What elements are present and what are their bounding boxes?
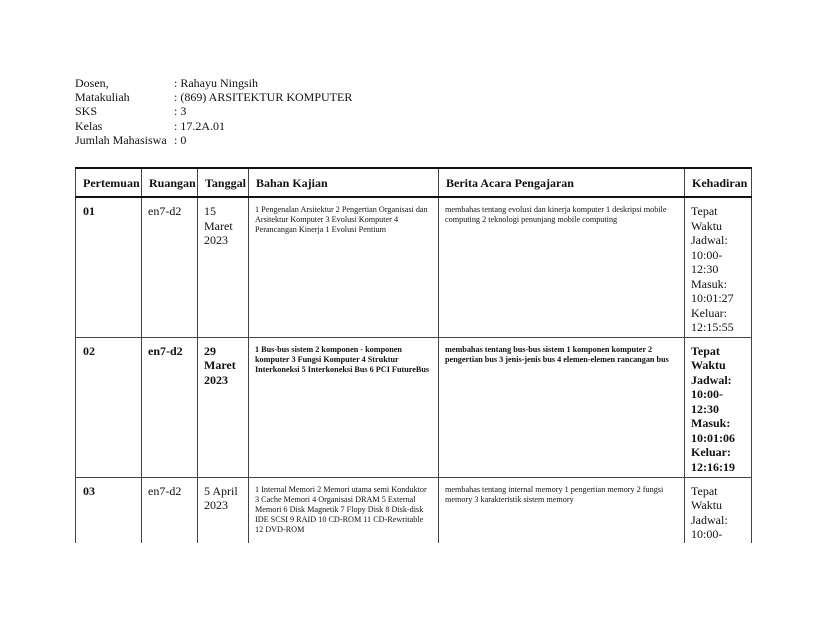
header-kehadiran: Kehadiran [685,168,752,197]
attendance-line: Waktu [691,218,723,233]
info-value: : (869) ARSITEKTUR KOMPUTER [174,90,353,105]
attendance-line: Tepat [691,204,718,218]
cell-bahan-kajian: 1 Pengenalan Arsitektur 2 Pengertian Organisasi dan Arsitektur Komputer 3 Evolusi Komputer 4 Perancangan Kinerja 1 Evolusi Pentium [249,197,439,337]
attendance-line: 10:01:27 [691,291,734,305]
cell-ruangan: en7-d2 [142,197,198,337]
info-label: SKS [75,104,98,119]
info-label: Matakuliah [75,90,130,105]
attendance-line: 10:00- [691,387,723,401]
info-row-dosen [75,76,352,90]
info-value: : 3 [174,104,187,119]
attendance-line: Jadwal: [691,233,728,247]
cell-ruangan: en7-d2 [142,337,198,477]
info-value: : Rahayu Ningsih [174,76,258,90]
attendance-line: Jadwal: [691,372,732,387]
date-line: 2023 [204,372,228,387]
attendance-line: Jadwal: [691,512,728,527]
cell-pertemuan: 02 [76,337,142,477]
info-label: Dosen, [75,76,109,90]
cell-tanggal [198,337,249,477]
cell-kehadiran [685,197,752,337]
attendance-line: 10:00- [691,527,723,541]
attendance-line: 12:15:55 [691,320,734,334]
cell-bahan-kajian: 1 Bus-bus sistem 2 komponen - komponen komputer 3 Fungsi Komputer 4 Struktur Interkoneksi 5 Interkoneksi Bus 6 PCI FutureBus [249,337,439,477]
course-info [75,76,352,147]
info-row-sks [75,104,352,118]
cell-berita-acara: membahas tentang bus-bus sistem 1 komponen komputer 2 pengertian bus 3 jenis-jenis bus 4 elemen-elemen rancangan bus [439,337,685,477]
date-line: Maret [204,218,233,233]
attendance-table [75,167,752,543]
attendance-line: 12:30 [691,262,719,276]
attendance-line: 12:30 [691,401,719,416]
info-label: Jumlah Mahasiswa [75,132,167,147]
table-header-row [76,168,752,197]
cell-tanggal [198,477,249,543]
attendance-line: Waktu [691,498,723,512]
cell-bahan-kajian: 1 Internal Memori 2 Memori utama semi Konduktor 3 Cache Memori 4 Organisasi DRAM 5 External Memori 6 Disk Magnetik 7 Flopy Disk 8 Disk-disk IDE SCSI 9 RAID 10 CD-ROM 11 CD-Rewritable 12 DVD-ROM [249,477,439,543]
attendance-line: Waktu [691,358,726,372]
attendance-line: 10:01:06 [691,430,735,445]
attendance-line: 10:00- [691,247,723,262]
attendance-line: Keluar: [691,305,727,320]
info-row-kelas [75,119,352,133]
info-row-matakuliah [75,90,352,104]
cell-berita-acara: membahas tentang internal memory 1 pengertian memory 2 fungsi memory 3 karakteristik sistem memory [439,477,685,543]
date-line: 15 [204,204,216,218]
header-berita-acara: Berita Acara Pengajaran [439,168,685,197]
attendance-line: Keluar: [691,445,731,459]
cell-kehadiran [685,477,752,543]
date-line: 2023 [204,233,228,247]
header-tanggal: Tanggal [198,168,249,197]
date-line: 5 April [204,483,238,498]
date-line: 2023 [204,498,228,512]
cell-pertemuan: 03 [76,477,142,543]
attendance-line: 12:16:19 [691,459,735,474]
header-bahan-kajian: Bahan Kajian [249,168,439,197]
table-row [76,337,752,477]
attendance-line: Tepat [691,343,720,358]
info-value: : 17.2A.01 [174,118,225,133]
header-pertemuan: Pertemuan [76,168,142,197]
attendance-line: Masuk: [691,276,727,291]
date-line: Maret [204,358,236,372]
cell-kehadiran [685,337,752,477]
info-label: Kelas [75,118,103,133]
cell-tanggal [198,197,249,337]
header-ruangan: Ruangan [142,168,198,197]
cell-pertemuan: 01 [76,197,142,337]
attendance-line: Tepat [691,483,718,498]
table-row [76,477,752,543]
info-value: : 0 [174,132,187,147]
attendance-line: Masuk: [691,416,731,430]
cell-ruangan: en7-d2 [142,477,198,543]
attendance-table-wrapper [75,167,751,543]
info-row-jumlah-mahasiswa [75,133,352,147]
table-row [76,197,752,337]
cell-berita-acara: membahas tentang evolusi dan kinerja komputer 1 deskripsi mobile computing 2 teknologi penunjang mobile computing [439,197,685,337]
date-line: 29 [204,343,216,358]
